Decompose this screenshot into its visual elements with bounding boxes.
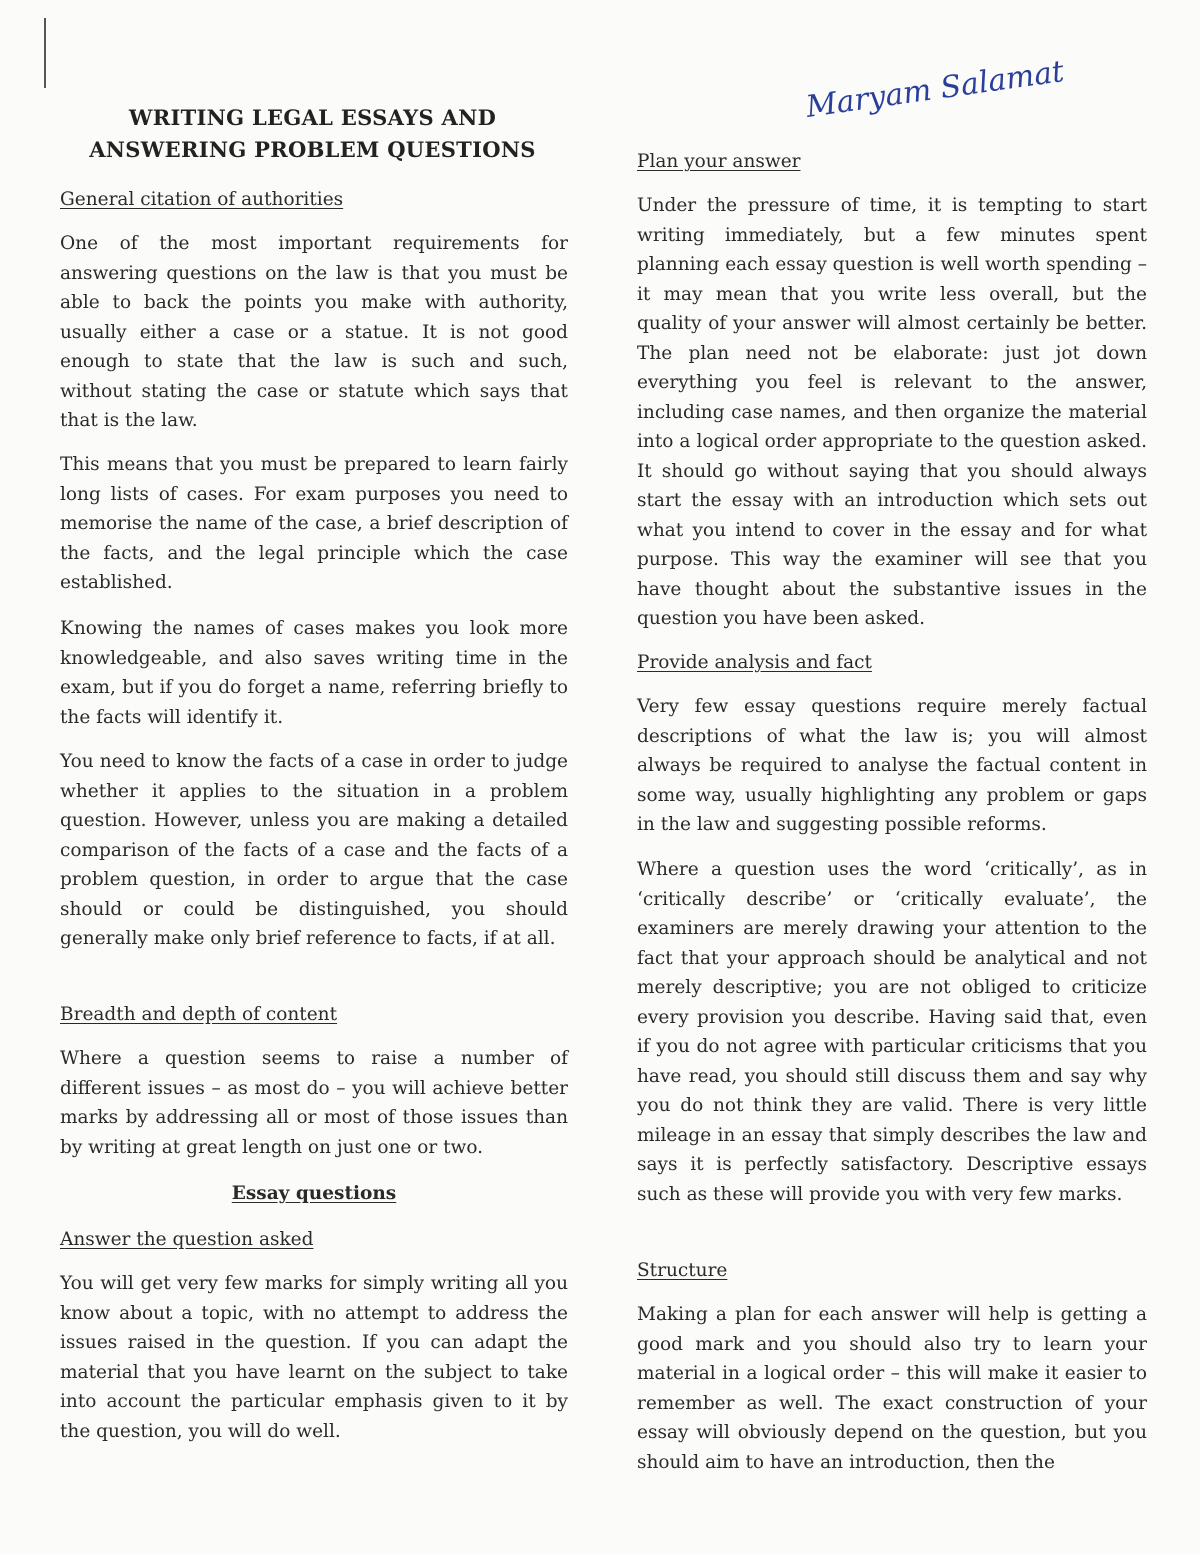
heading-breadth-depth: Breadth and depth of content: [60, 1004, 338, 1025]
paragraph: Where a question seems to raise a number of different issues – as most do – you will achieve better marks by addressing all or most of those issues than by writing at great length on just one or two.: [60, 1048, 568, 1158]
heading-structure: Structure: [637, 1260, 728, 1281]
title-line-1: WRITING LEGAL ESSAYS AND: [128, 105, 497, 130]
paragraph: Knowing the names of cases makes you look more knowledgeable, and also saves writing time in the exam, but if you do forget a name, referring briefly to the facts will identify it.: [60, 618, 568, 728]
document-title: [60, 102, 565, 166]
paragraph: Very few essay questions require merely factual descriptions of what the law is; you will almost always be required to analyse the factual content in some way, usually highlighting any problem or gaps in the law and suggesting possible reforms.: [637, 696, 1147, 835]
paragraph: Under the pressure of time, it is tempting to start writing immediately, but a few minutes spent planning each essay question is well worth spending – it may mean that you write less overall, but the quality of your answer will almost certainly be better. The plan need not be elaborate: just jot down everything you feel is relevant to the answer, including case names, and then organize the material into a logical order appropriate to the question asked. It should go without saying that you should always start the essay with an introduction which sets out what you intend to cover in the essay and for what purpose. This way the examiner will see that you have thought about the substantive issues in the question you have been asked.: [637, 195, 1147, 629]
paragraph: You need to know the facts of a case in order to judge whether it applies to the situation in a problem question. However, unless you are making a detailed comparison of the facts of a case and the facts of a problem question, in order to argue that the case should or could be distinguished, you should generally make only brief reference to facts, if at all.: [60, 751, 568, 949]
paragraph: One of the most important requirements for answering questions on the law is that you must be able to back the points you make with authority, usually either a case or a statue. It is not good enough to state that the law is such and such, without stating the case or statute which says that that is the law.: [60, 233, 568, 431]
handwritten-signature: Maryam Salamat: [803, 54, 1067, 125]
heading-general-citation: General citation of authorities: [60, 189, 344, 210]
heading-provide-analysis: Provide analysis and fact: [637, 652, 872, 673]
title-line-2: ANSWERING PROBLEM QUESTIONS: [89, 137, 536, 162]
scan-margin-mark: [44, 18, 46, 88]
heading-plan-answer: Plan your answer: [637, 151, 801, 172]
section-heading-essay-questions: Essay questions: [231, 1183, 397, 1204]
paragraph: Where a question uses the word ‘critically’, as in ‘critically describe’ or ‘critically evaluate’, the examiners are merely drawing your attention to the fact that your approach should be analytical and not merely descriptive; you are not obliged to criticize every provision you describe. Having said that, even if you do not agree with particular criticisms that you have read, you should still discuss them and say why you do not think they are valid. There is very little mileage in an essay that simply describes the law and says it is perfectly satisfactory. Descriptive essays such as these will provide you with very few marks.: [637, 859, 1147, 1205]
paragraph: You will get very few marks for simply writing all you know about a topic, with no attempt to address the issues raised in the question. If you can adapt the material that you have learnt on the subject to take into account the particular emphasis given to it by the question, you will do well.: [60, 1273, 568, 1442]
heading-answer-question: Answer the question asked: [60, 1229, 314, 1250]
paragraph: Making a plan for each answer will help is getting a good mark and you should also try to learn your material in a logical order – this will make it easier to remember as well. The exact construction of your essay will obviously depend on the question, but you should aim to have an introduction, then the: [637, 1304, 1147, 1473]
paragraph: This means that you must be prepared to learn fairly long lists of cases. For exam purposes you need to memorise the name of the case, a brief description of the facts, and the legal principle which the case established.: [60, 454, 568, 593]
